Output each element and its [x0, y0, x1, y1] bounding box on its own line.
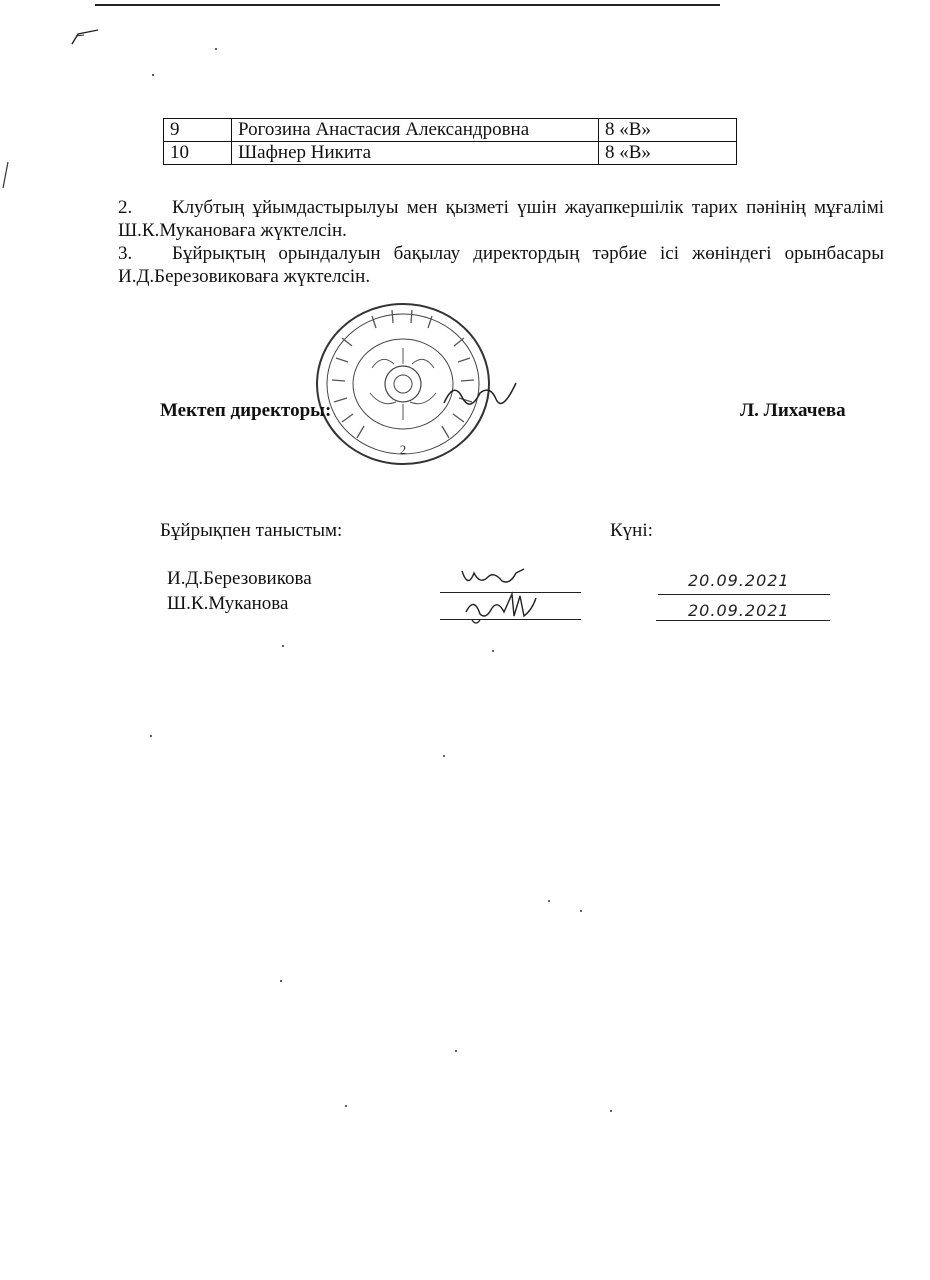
- item-number: 3.: [118, 243, 133, 264]
- item-text: Бұйрықтың орындалуын бақылау директордың тәрбие ісі жөніндегі орынбасары И.Д.Березовиковаға жүктелсін.: [118, 243, 884, 287]
- seal-number: 2: [399, 442, 407, 457]
- student-name: Шафнер Никита: [232, 142, 599, 165]
- scan-speck: [548, 900, 550, 902]
- table-row: [164, 142, 737, 165]
- scan-speck: [443, 755, 445, 757]
- margin-mark-icon: [0, 160, 10, 190]
- signature-line: [440, 619, 581, 620]
- director-signature: [440, 375, 520, 415]
- date-line: [656, 620, 830, 621]
- student-table: [163, 118, 737, 165]
- student-name: Рогозина Анастасия Александровна: [232, 119, 599, 142]
- order-item-3: [118, 242, 884, 288]
- scan-speck: [152, 74, 154, 76]
- director-name: Л. Лихачева: [740, 400, 846, 421]
- row-number: 9: [164, 119, 232, 142]
- signature-berezovikova: [458, 563, 548, 591]
- top-rule: [95, 4, 720, 6]
- scan-speck: [215, 48, 217, 50]
- handwritten-date: 20.09.2021: [688, 601, 790, 620]
- scan-speck: [150, 735, 152, 737]
- student-class: 8 «В»: [599, 142, 737, 165]
- scan-speck: [282, 645, 284, 647]
- scan-speck: [280, 980, 282, 982]
- date-label: Күні:: [610, 520, 653, 541]
- table-row: [164, 119, 737, 142]
- scan-speck: [455, 1050, 457, 1052]
- item-number: 2.: [118, 197, 133, 218]
- scan-speck: [345, 1105, 347, 1107]
- acknowledgement-label: Бұйрықпен таныстым:: [160, 520, 343, 541]
- handwritten-date: 20.09.2021: [688, 571, 790, 590]
- row-number: 10: [164, 142, 232, 165]
- scan-speck: [492, 650, 494, 652]
- signature-mukanova: [462, 590, 562, 630]
- director-title: Мектеп директоры:: [160, 400, 332, 421]
- order-item-2: [118, 196, 884, 242]
- acknowledger-name: И.Д.Березовикова: [167, 568, 312, 589]
- handwritten-mark-icon: [70, 28, 100, 46]
- scan-speck: [610, 1110, 612, 1112]
- item-text: Клубтың ұйымдастырылуы мен қызметі үшін жауапкершілік тарих пәнінің мұғалімі Ш.К.Мукановаға жүктелсін.: [118, 197, 884, 241]
- acknowledger-name: Ш.К.Муканова: [167, 593, 289, 614]
- scan-speck: [580, 910, 582, 912]
- date-line: [658, 594, 830, 595]
- student-class: 8 «В»: [599, 119, 737, 142]
